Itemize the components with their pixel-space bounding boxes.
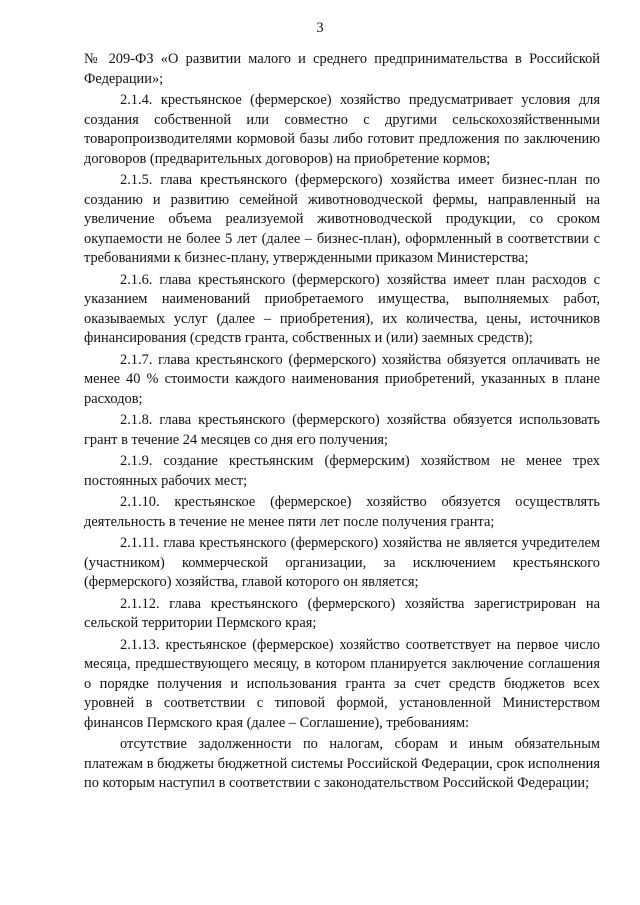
paragraph: 2.1.13. крестьянское (фермерское) хозяйство соответствует на первое число месяца, предшествующего месяцу, в котором планируется заключение соглашения о порядке получения и использования гранта за счет средств бюджетов всех уровней в соответствии с типовой формой, установленной Министерством финансов Пермского края (далее – Соглашение), требованиям: (84, 636, 600, 731)
paragraph: № 209-ФЗ «О развитии малого и среднего предпринимательства в Российской Федерации»; (84, 51, 600, 87)
paragraph: 2.1.10. крестьянское (фермерское) хозяйство обязуется осуществлять деятельность в течение не менее пяти лет после получения гранта; (84, 494, 600, 530)
paragraph: 2.1.9. создание крестьянским (фермерским) хозяйством не менее трех постоянных рабочих мест; (84, 453, 600, 489)
paragraph: 2.1.12. глава крестьянского (фермерского) хозяйства зарегистрирован на сельской территории Пермского края; (84, 595, 600, 631)
page-number: 3 (316, 20, 324, 36)
paragraph: 2.1.5. глава крестьянского (фермерского) хозяйства имеет бизнес-план по созданию и развитию семейной животноводческой фермы, направленный на увеличение объема реализуемой животноводческой продукции, со сроком окупаемости не более 5 лет (далее – бизнес-план), оформленный в соответствии с требованиями к бизнес-плану, утвержденными приказом Министерства; (84, 172, 600, 266)
paragraph: 2.1.7. глава крестьянского (фермерского) хозяйства обязуется оплачивать не менее 40 % стоимости каждого наименования приобретений, указанных в плане расходов; (84, 351, 600, 407)
paragraph: отсутствие задолженности по налогам, сборам и иным обязательным платежам в бюджеты бюджетной системы Российской Федерации, срок исполнения по которым наступил в соответствии с законодательством Российской Федерации; (84, 736, 600, 791)
paragraph: 2.1.11. глава крестьянского (фермерского) хозяйства не является учредителем (участником) коммерческой организации, за исключением крестьянского (фермерского) хозяйства, главой которого он является; (84, 535, 600, 590)
paragraph: 2.1.6. глава крестьянского (фермерского) хозяйства имеет план расходов с указанием наименований приобретаемого имущества, выполняемых работ, оказываемых услуг (далее – приобретения), их количества, цены, источников финансирования (средств гранта, собственных и (или) заемных средств); (84, 271, 600, 346)
paragraph: 2.1.8. глава крестьянского (фермерского) хозяйства обязуется использовать грант в течение 24 месяцев со дня его получения; (84, 412, 600, 448)
paragraph: 2.1.4. крестьянское (фермерское) хозяйство предусматривает условия для создания собственной или совместно с другими сельскохозяйственными товаропроизводителями кормовой базы либо готовит предложения по заключению договоров (предварительных договоров) на приобретение кормов; (84, 92, 600, 167)
document-body (84, 50, 600, 796)
